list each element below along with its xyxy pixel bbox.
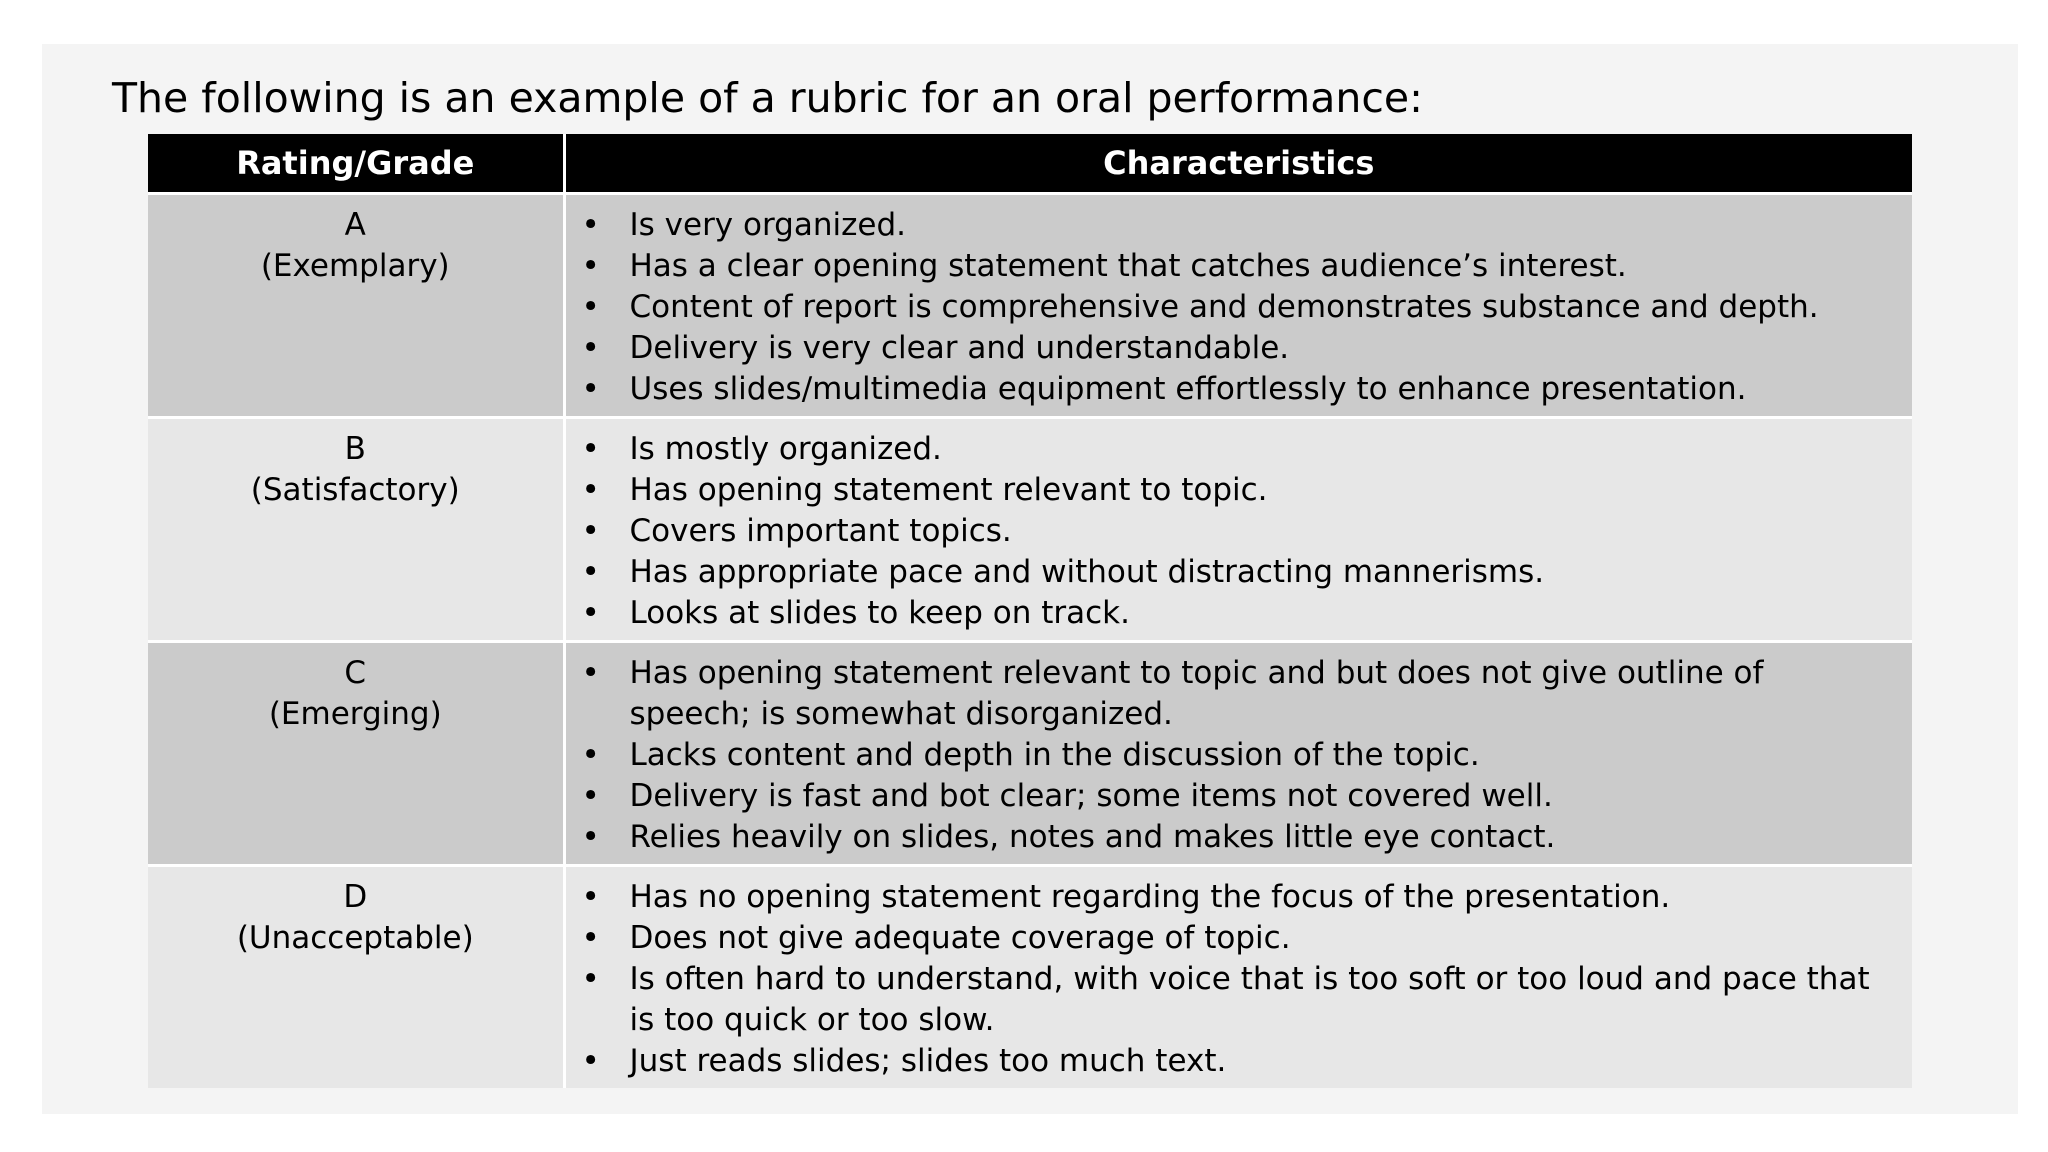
grade-cell <box>148 642 564 866</box>
table-row-grade-a <box>148 194 1912 418</box>
grade-letter: B <box>344 431 366 467</box>
list-item: • Is mostly organized. <box>566 429 1893 470</box>
list-item: • Has no opening statement regarding the focus of the presentation. <box>566 877 1893 918</box>
list-item: • Just reads slides; slides too much text. <box>566 1041 1893 1082</box>
grade-cell <box>148 866 564 1089</box>
list-item: • Covers important topics. <box>566 511 1893 552</box>
list-item: • Does not give adequate coverage of topic. <box>566 918 1893 959</box>
list-item: • Looks at slides to keep on track. <box>566 593 1893 634</box>
grade-letter: C <box>344 655 367 691</box>
grade-label: (Emerging) <box>268 696 442 732</box>
list-item: • Has opening statement relevant to topic and but does not give outline of speech; is somewhat disorganized. <box>566 653 1893 735</box>
header-characteristics: Characteristics <box>564 134 1912 194</box>
table-row-grade-d <box>148 866 1912 1089</box>
grade-label: (Exemplary) <box>260 248 450 284</box>
characteristics-list <box>566 643 1913 864</box>
slide <box>42 44 2018 1114</box>
list-item: • Delivery is fast and bot clear; some items not covered well. <box>566 776 1893 817</box>
list-item: • Has appropriate pace and without distracting mannerisms. <box>566 552 1893 593</box>
list-item: • Has opening statement relevant to topic. <box>566 470 1893 511</box>
list-item: • Has a clear opening statement that catches audience’s interest. <box>566 246 1893 287</box>
characteristics-cell <box>564 866 1912 1089</box>
header-row <box>148 134 1912 194</box>
grade-label: (Unacceptable) <box>236 920 474 956</box>
grade-label: (Satisfactory) <box>250 472 460 508</box>
list-item: • Delivery is very clear and understandable. <box>566 328 1893 369</box>
characteristics-cell <box>564 194 1912 418</box>
grade-letter: A <box>344 207 366 243</box>
characteristics-list <box>566 195 1913 416</box>
rubric-table <box>148 134 1912 1088</box>
grade-cell <box>148 418 564 642</box>
table-row-grade-b <box>148 418 1912 642</box>
list-item: • Relies heavily on slides, notes and makes little eye contact. <box>566 817 1893 858</box>
list-item: • Uses slides/multimedia equipment effortlessly to enhance presentation. <box>566 369 1893 410</box>
list-item: • Lacks content and depth in the discussion of the topic. <box>566 735 1893 776</box>
characteristics-cell <box>564 418 1912 642</box>
slide-title: The following is an example of a rubric for an oral performance: <box>112 74 1423 122</box>
list-item: • Is often hard to understand, with voice that is too soft or too loud and pace that is too quick or too slow. <box>566 959 1893 1041</box>
list-item: • Is very organized. <box>566 205 1893 246</box>
characteristics-cell <box>564 642 1912 866</box>
header-rating-grade: Rating/Grade <box>148 134 564 194</box>
grade-letter: D <box>343 879 368 915</box>
table-row-grade-c <box>148 642 1912 866</box>
grade-cell <box>148 194 564 418</box>
characteristics-list <box>566 419 1913 640</box>
list-item: • Content of report is comprehensive and demonstrates substance and depth. <box>566 287 1893 328</box>
characteristics-list <box>566 867 1913 1088</box>
